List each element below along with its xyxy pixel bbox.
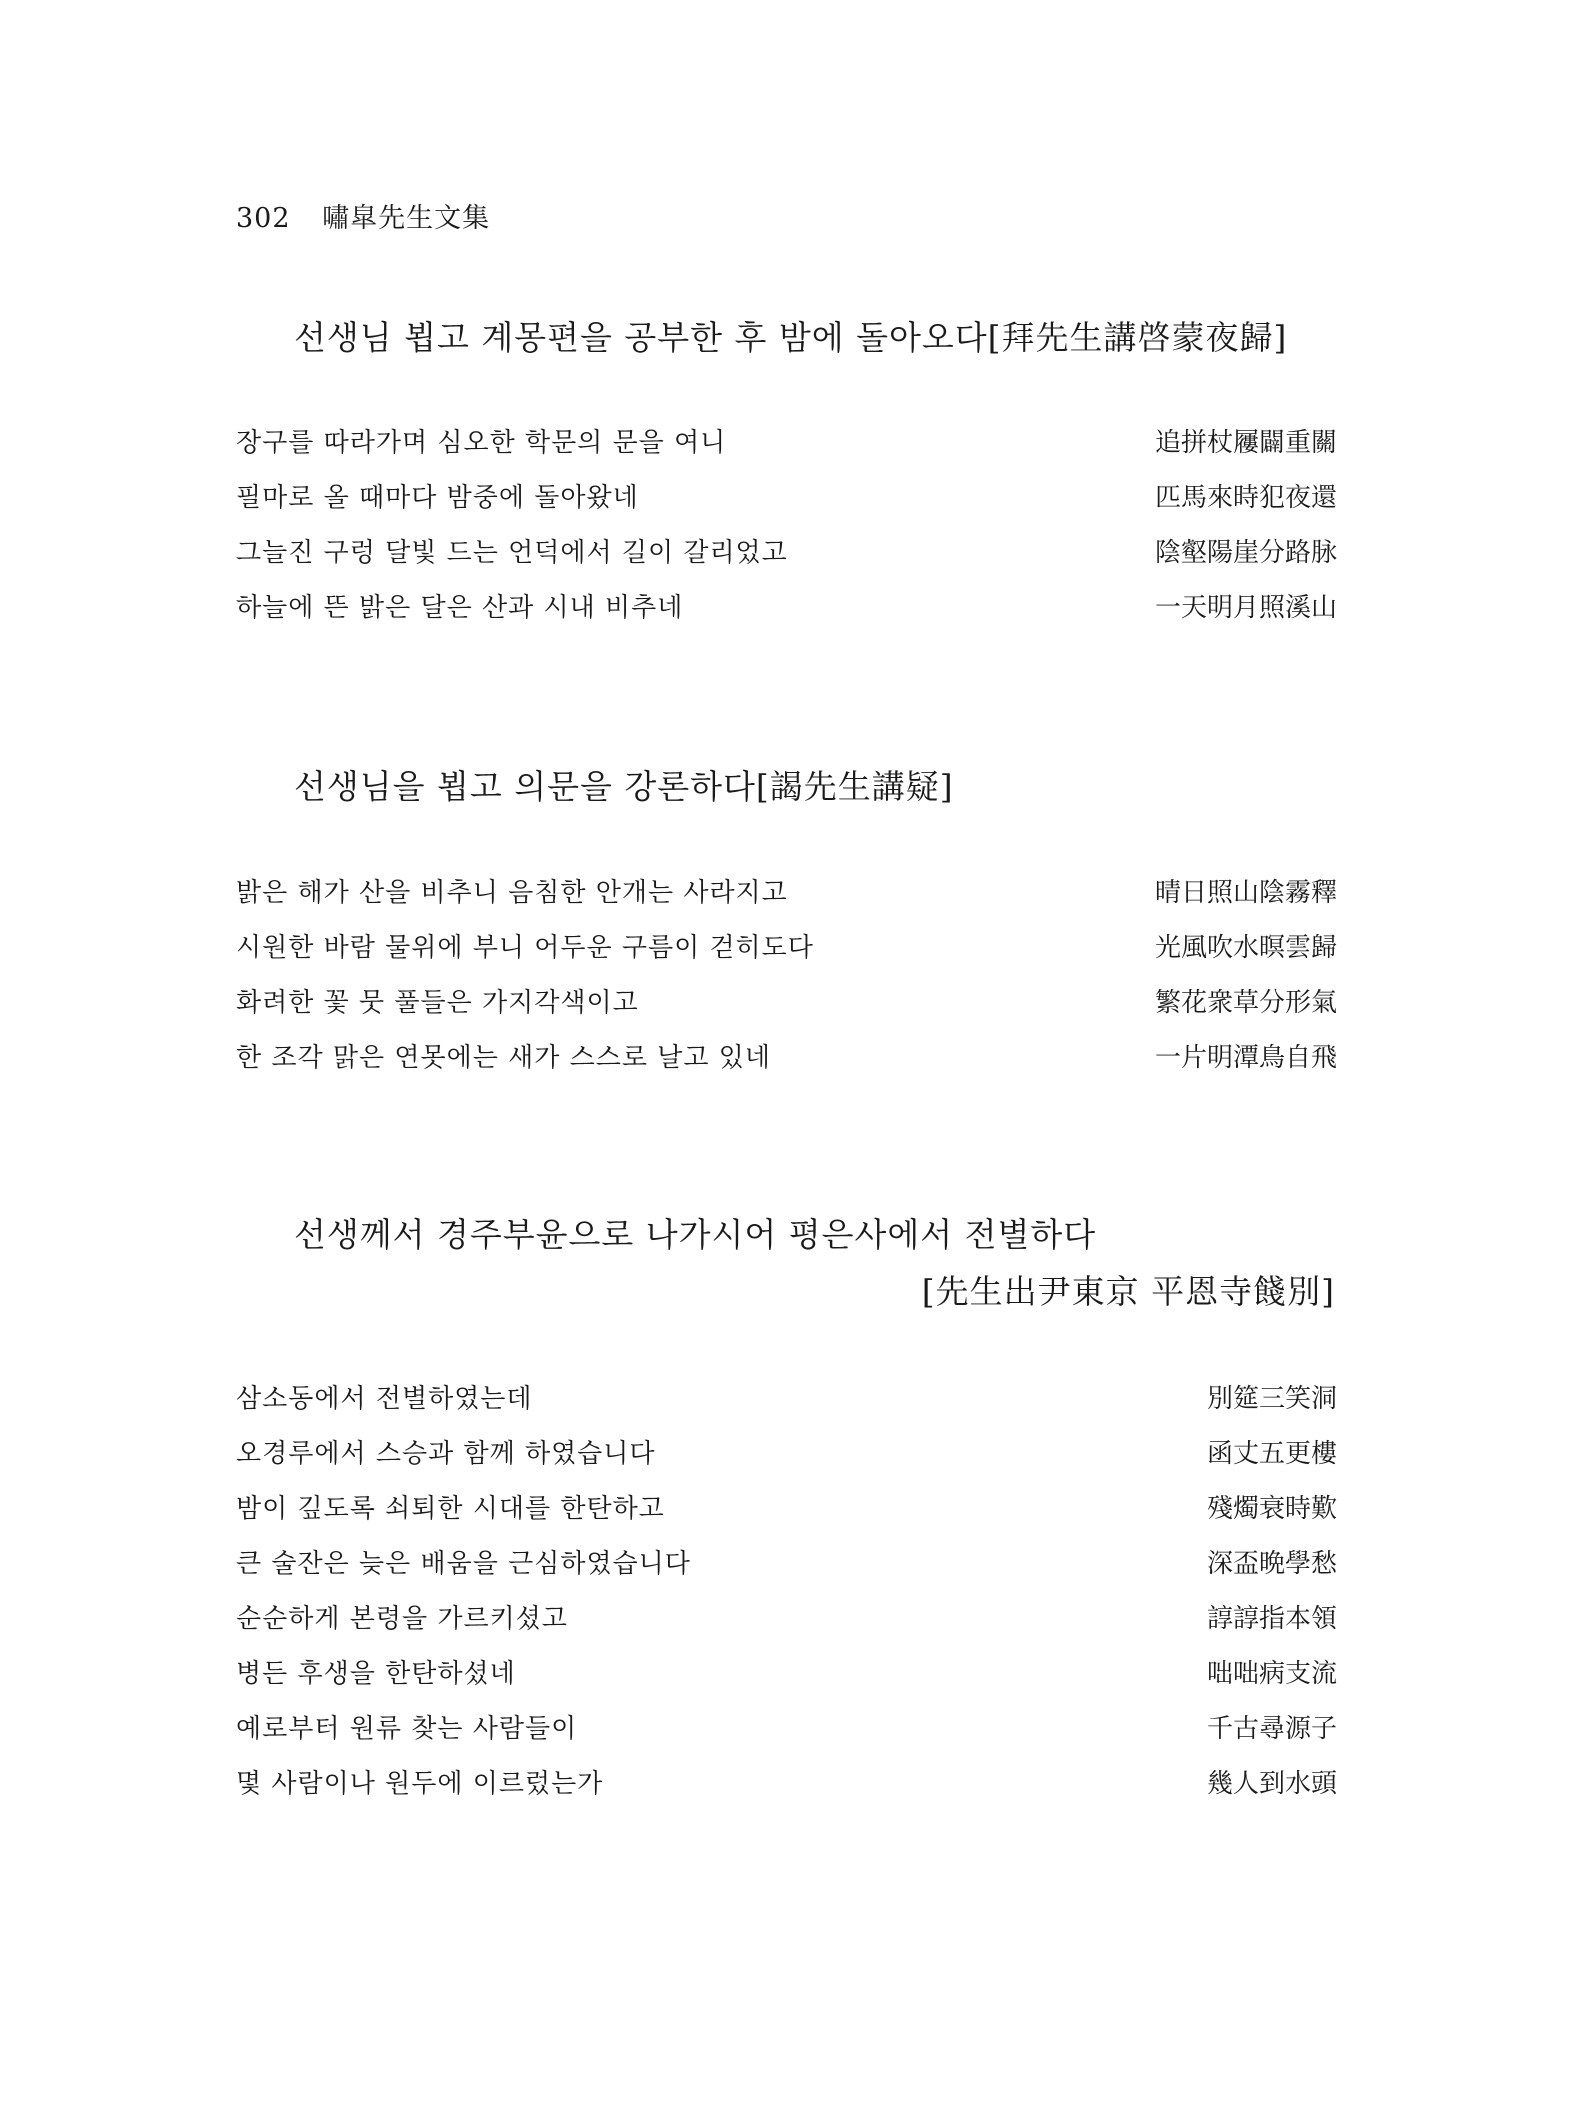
poem-2-stanza [236,872,1337,1092]
poem-line [236,532,1337,587]
poem-line [236,477,1337,532]
poem-line [236,1598,1337,1653]
poem-line [236,587,1337,642]
hanja-original: 一片明潭鳥自飛 [1154,1043,1337,1073]
poem-line [236,927,1337,982]
hanja-original: 函丈五更樓 [1206,1439,1337,1469]
poem-line [236,872,1337,927]
korean-translation: 몇 사람이나 원두에 이르렀는가 [236,1769,604,1799]
poem-title-3: 선생께서 경주부윤으로 나가시어 평은사에서 전별하다 [294,1215,1097,1254]
hanja-original: 光風吹水暝雲歸 [1154,933,1337,963]
poem-title-2: 선생님을 뵙고 의문을 강론하다[謁先生講疑] [294,767,954,806]
korean-translation: 순순하게 본령을 가르키셨고 [236,1604,568,1634]
hanja-original: 別筵三笑洞 [1206,1384,1337,1414]
running-head [236,196,490,235]
poem-3-stanza [236,1378,1337,1818]
hanja-original: 匹馬來時犯夜還 [1154,483,1337,513]
hanja-original: 一天明月照溪山 [1154,593,1337,623]
korean-translation: 장구를 따라가며 심오한 학문의 문을 여니 [236,428,727,458]
korean-translation: 예로부터 원류 찾는 사람들이 [236,1714,578,1744]
hanja-original: 諄諄指本領 [1206,1604,1337,1634]
korean-translation: 밝은 해가 산을 비추니 음침한 안개는 사라지고 [236,878,788,908]
poem-line [236,1378,1337,1433]
korean-translation: 필마로 올 때마다 밤중에 돌아왔네 [236,483,639,513]
poem-line [236,1037,1337,1092]
hanja-original: 殘燭衰時歎 [1206,1494,1337,1524]
poem-line [236,1763,1337,1818]
hanja-original: 繁花衆草分形氣 [1154,988,1337,1018]
page-number: 302 [236,203,291,234]
poem-title-3-hanja: [先生出尹東京 平恩寺餞別] [921,1272,1335,1311]
poem-line [236,1433,1337,1488]
hanja-original: 陰壑陽崖分路脉 [1154,538,1337,568]
korean-translation: 밤이 깊도록 쇠퇴한 시대를 한탄하고 [236,1494,665,1524]
korean-translation: 한 조각 맑은 연못에는 새가 스스로 날고 있네 [236,1043,771,1073]
korean-translation: 병든 후생을 한탄하셨네 [236,1659,516,1689]
book-title: 嘯皐先生文集 [322,203,491,234]
hanja-original: 幾人到水頭 [1206,1769,1337,1799]
poem-line [236,1708,1337,1763]
korean-translation: 삼소동에서 전별하였는데 [236,1384,533,1414]
poem-line [236,1488,1337,1543]
poem-line [236,982,1337,1037]
korean-translation: 화려한 꽃 뭇 풀들은 가지각색이고 [236,988,639,1018]
hanja-original: 晴日照山陰霧釋 [1154,878,1337,908]
poem-title-1: 선생님 뵙고 계몽편을 공부한 후 밤에 돌아오다[拜先生講啓蒙夜歸] [294,318,1288,357]
korean-translation: 하늘에 뜬 밝은 달은 산과 시내 비추네 [236,593,684,623]
poem-line [236,1653,1337,1708]
korean-translation: 오경루에서 스승과 함께 하였습니다 [236,1439,656,1469]
poem-1-stanza [236,422,1337,642]
hanja-original: 追拼杖屨闢重關 [1154,428,1337,458]
hanja-original: 咄咄病支流 [1206,1659,1337,1689]
poem-line [236,1543,1337,1598]
korean-translation: 그늘진 구렁 달빛 드는 언덕에서 길이 갈리었고 [236,538,788,568]
korean-translation: 시원한 바람 물위에 부니 어두운 구름이 걷히도다 [236,933,814,963]
korean-translation: 큰 술잔은 늦은 배움을 근심하였습니다 [236,1549,691,1579]
hanja-original: 千古尋源子 [1206,1714,1337,1744]
hanja-original: 深盃晩學愁 [1206,1549,1337,1579]
poem-line [236,422,1337,477]
